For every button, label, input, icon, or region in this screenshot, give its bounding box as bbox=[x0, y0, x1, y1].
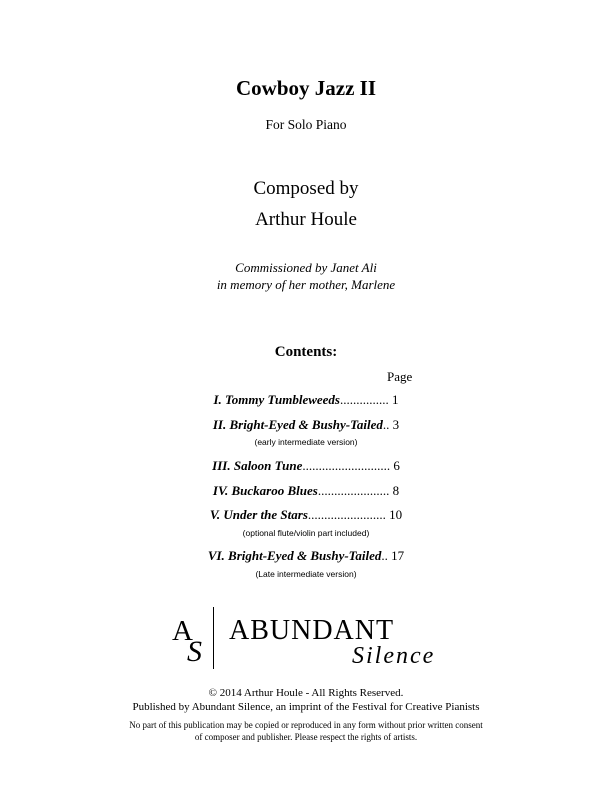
toc-entry-leader: ............... bbox=[340, 392, 389, 407]
toc-entry-title: IV. Buckaroo Blues bbox=[212, 483, 318, 498]
toc-entry-note: (early intermediate version) bbox=[254, 437, 358, 447]
toc-entry bbox=[0, 507, 612, 523]
toc-entry bbox=[0, 483, 612, 499]
toc-entry-title: II. Bright-Eyed & Bushy-Tailed bbox=[212, 417, 383, 432]
toc-entry-page: 8 bbox=[392, 483, 400, 498]
logo-divider bbox=[213, 607, 214, 669]
toc-entry-page: 6 bbox=[393, 458, 400, 473]
publisher-logo bbox=[172, 605, 452, 677]
toc-entry-title: VI. Bright-Eyed & Bushy-Tailed bbox=[207, 548, 382, 563]
toc-entry-title: V. Under the Stars bbox=[209, 507, 308, 522]
toc-entry-leader: ...................... bbox=[317, 483, 390, 498]
toc-entry-page: 17 bbox=[391, 548, 405, 563]
toc-entry-page: 1 bbox=[392, 392, 399, 407]
page-title: Cowboy Jazz II bbox=[236, 76, 376, 100]
toc-entry bbox=[0, 392, 612, 408]
commission-note bbox=[0, 259, 612, 293]
rights-notice bbox=[0, 719, 612, 743]
page-column-label: Page bbox=[387, 369, 413, 384]
toc-entry-title: III. Saloon Tune bbox=[212, 458, 303, 473]
toc-entry-leader: ........................... bbox=[302, 458, 391, 473]
copyright-line: © 2014 Arthur Houle - All Rights Reserved. bbox=[208, 687, 404, 699]
composed-by-label: Composed by bbox=[253, 178, 359, 199]
toc-entry-note: (optional flute/violin part included) bbox=[242, 528, 370, 538]
toc-entry-leader: .. bbox=[382, 417, 390, 432]
commission-line-1: Commissioned by Janet Ali bbox=[235, 260, 377, 275]
toc-entry-page: 3 bbox=[392, 417, 400, 432]
publisher-line: Published by Abundant Silence, an imprint of the Festival for Creative Pianists bbox=[132, 701, 480, 713]
commission-line-2: in memory of her mother, Marlene bbox=[216, 277, 396, 292]
logo-monogram-a: A bbox=[172, 615, 194, 647]
toc-entry-leader: .. bbox=[381, 548, 388, 563]
rights-notice-line-2: of composer and publisher. Please respect the rights of artists. bbox=[194, 732, 418, 742]
toc-entry-title: I. Tommy Tumbleweeds bbox=[213, 392, 340, 407]
toc-entry-leader: ........................ bbox=[307, 507, 386, 522]
toc-entry-note: (Late intermediate version) bbox=[255, 569, 357, 579]
contents-heading: Contents: bbox=[274, 344, 338, 360]
logo-monogram-s: S bbox=[187, 635, 202, 668]
toc-entry-page: 10 bbox=[389, 507, 403, 522]
logo-script-word: Silence bbox=[352, 643, 436, 669]
composer-name: Arthur Houle bbox=[255, 209, 357, 230]
toc-entry bbox=[0, 548, 612, 564]
subtitle: For Solo Piano bbox=[265, 117, 347, 132]
toc-entry bbox=[0, 458, 612, 474]
logo-wordmark: ABUNDANT bbox=[229, 615, 395, 646]
toc-entry bbox=[0, 417, 612, 433]
rights-notice-line-1: No part of this publication may be copied or reproduced in any form without prior written consent bbox=[129, 720, 483, 730]
